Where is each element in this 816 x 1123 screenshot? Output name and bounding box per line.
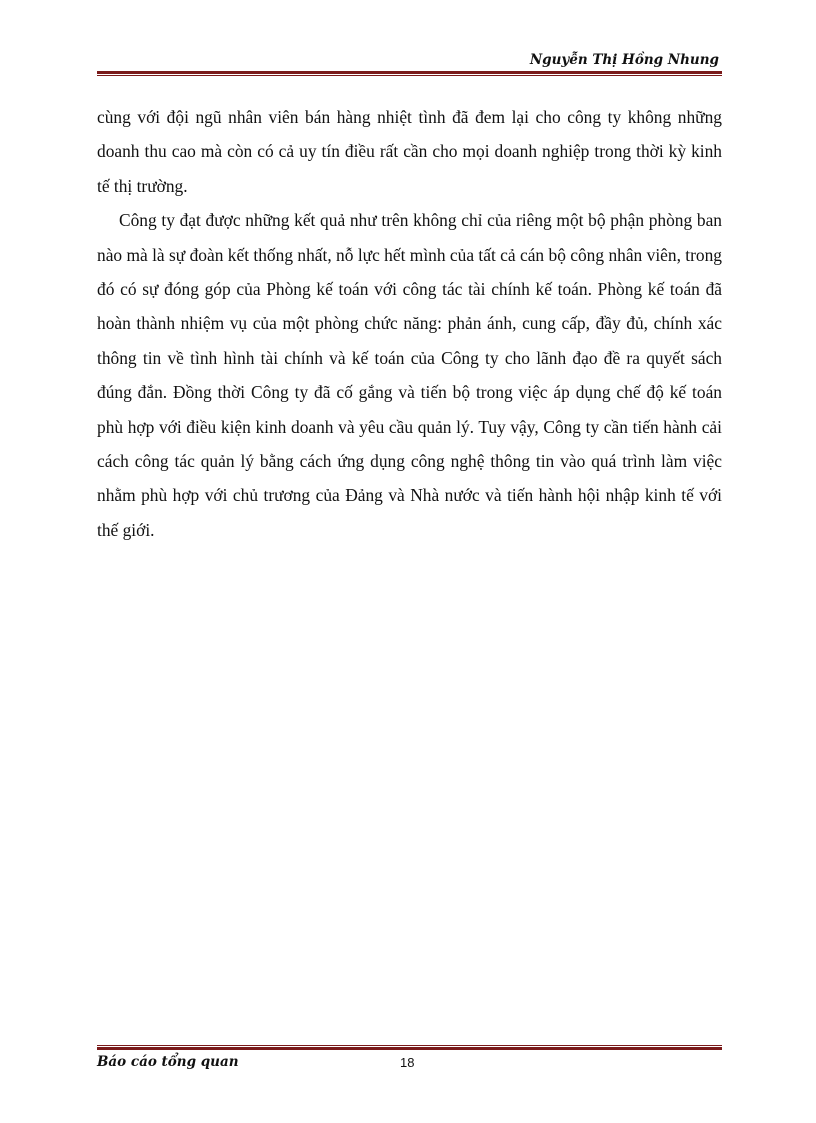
header-rule-thick bbox=[97, 71, 722, 74]
body-text bbox=[97, 100, 722, 547]
page-number: 18 bbox=[400, 1055, 415, 1070]
footer-rule bbox=[97, 1045, 722, 1050]
footer-title: Báo cáo tổng quan bbox=[97, 1054, 239, 1070]
paragraph-continuation: cùng với đội ngũ nhân viên bán hàng nhiệt tình đã đem lại cho công ty không những doanh thu cao mà còn có cả uy tín điều rất cần cho mọi doanh nghiệp trong thời kỳ kinh tế thị trường. bbox=[97, 107, 722, 196]
header-rule bbox=[97, 71, 722, 76]
footer-rule-thin bbox=[97, 1045, 722, 1046]
footer-rule-thick bbox=[97, 1047, 722, 1050]
paragraph-conclusion: Công ty đạt được những kết quả như trên không chỉ của riêng một bộ phận phòng ban nào mà là sự đoàn kết thống nhất, nỗ lực hết mình của tất cả cán bộ công nhân viên, trong đó có sự đóng góp của Phòng kế toán với công tác tài chính kế toán. Phòng kế toán đã hoàn thành nhiệm vụ của một phòng chức năng: phản ánh, cung cấp, đầy đủ, chính xác thông tin về tình hình tài chính và kế toán của Công ty cho lãnh đạo đề ra quyết sách đúng đắn. Đồng thời Công ty đã cố gắng và tiến bộ trong việc áp dụng chế độ kế toán phù hợp với điều kiện kinh doanh và yêu cầu quản lý. Tuy vậy, Công ty cần tiến hành cải cách công tác quản lý bằng cách ứng dụng công nghệ thông tin vào quá trình làm việc nhằm phù hợp với chủ trương của Đảng và Nhà nước và tiến hành hội nhập kinh tế với thế giới. bbox=[97, 210, 722, 540]
header-rule-thin bbox=[97, 75, 722, 76]
header-author: Nguyễn Thị Hồng Nhung bbox=[529, 52, 719, 68]
